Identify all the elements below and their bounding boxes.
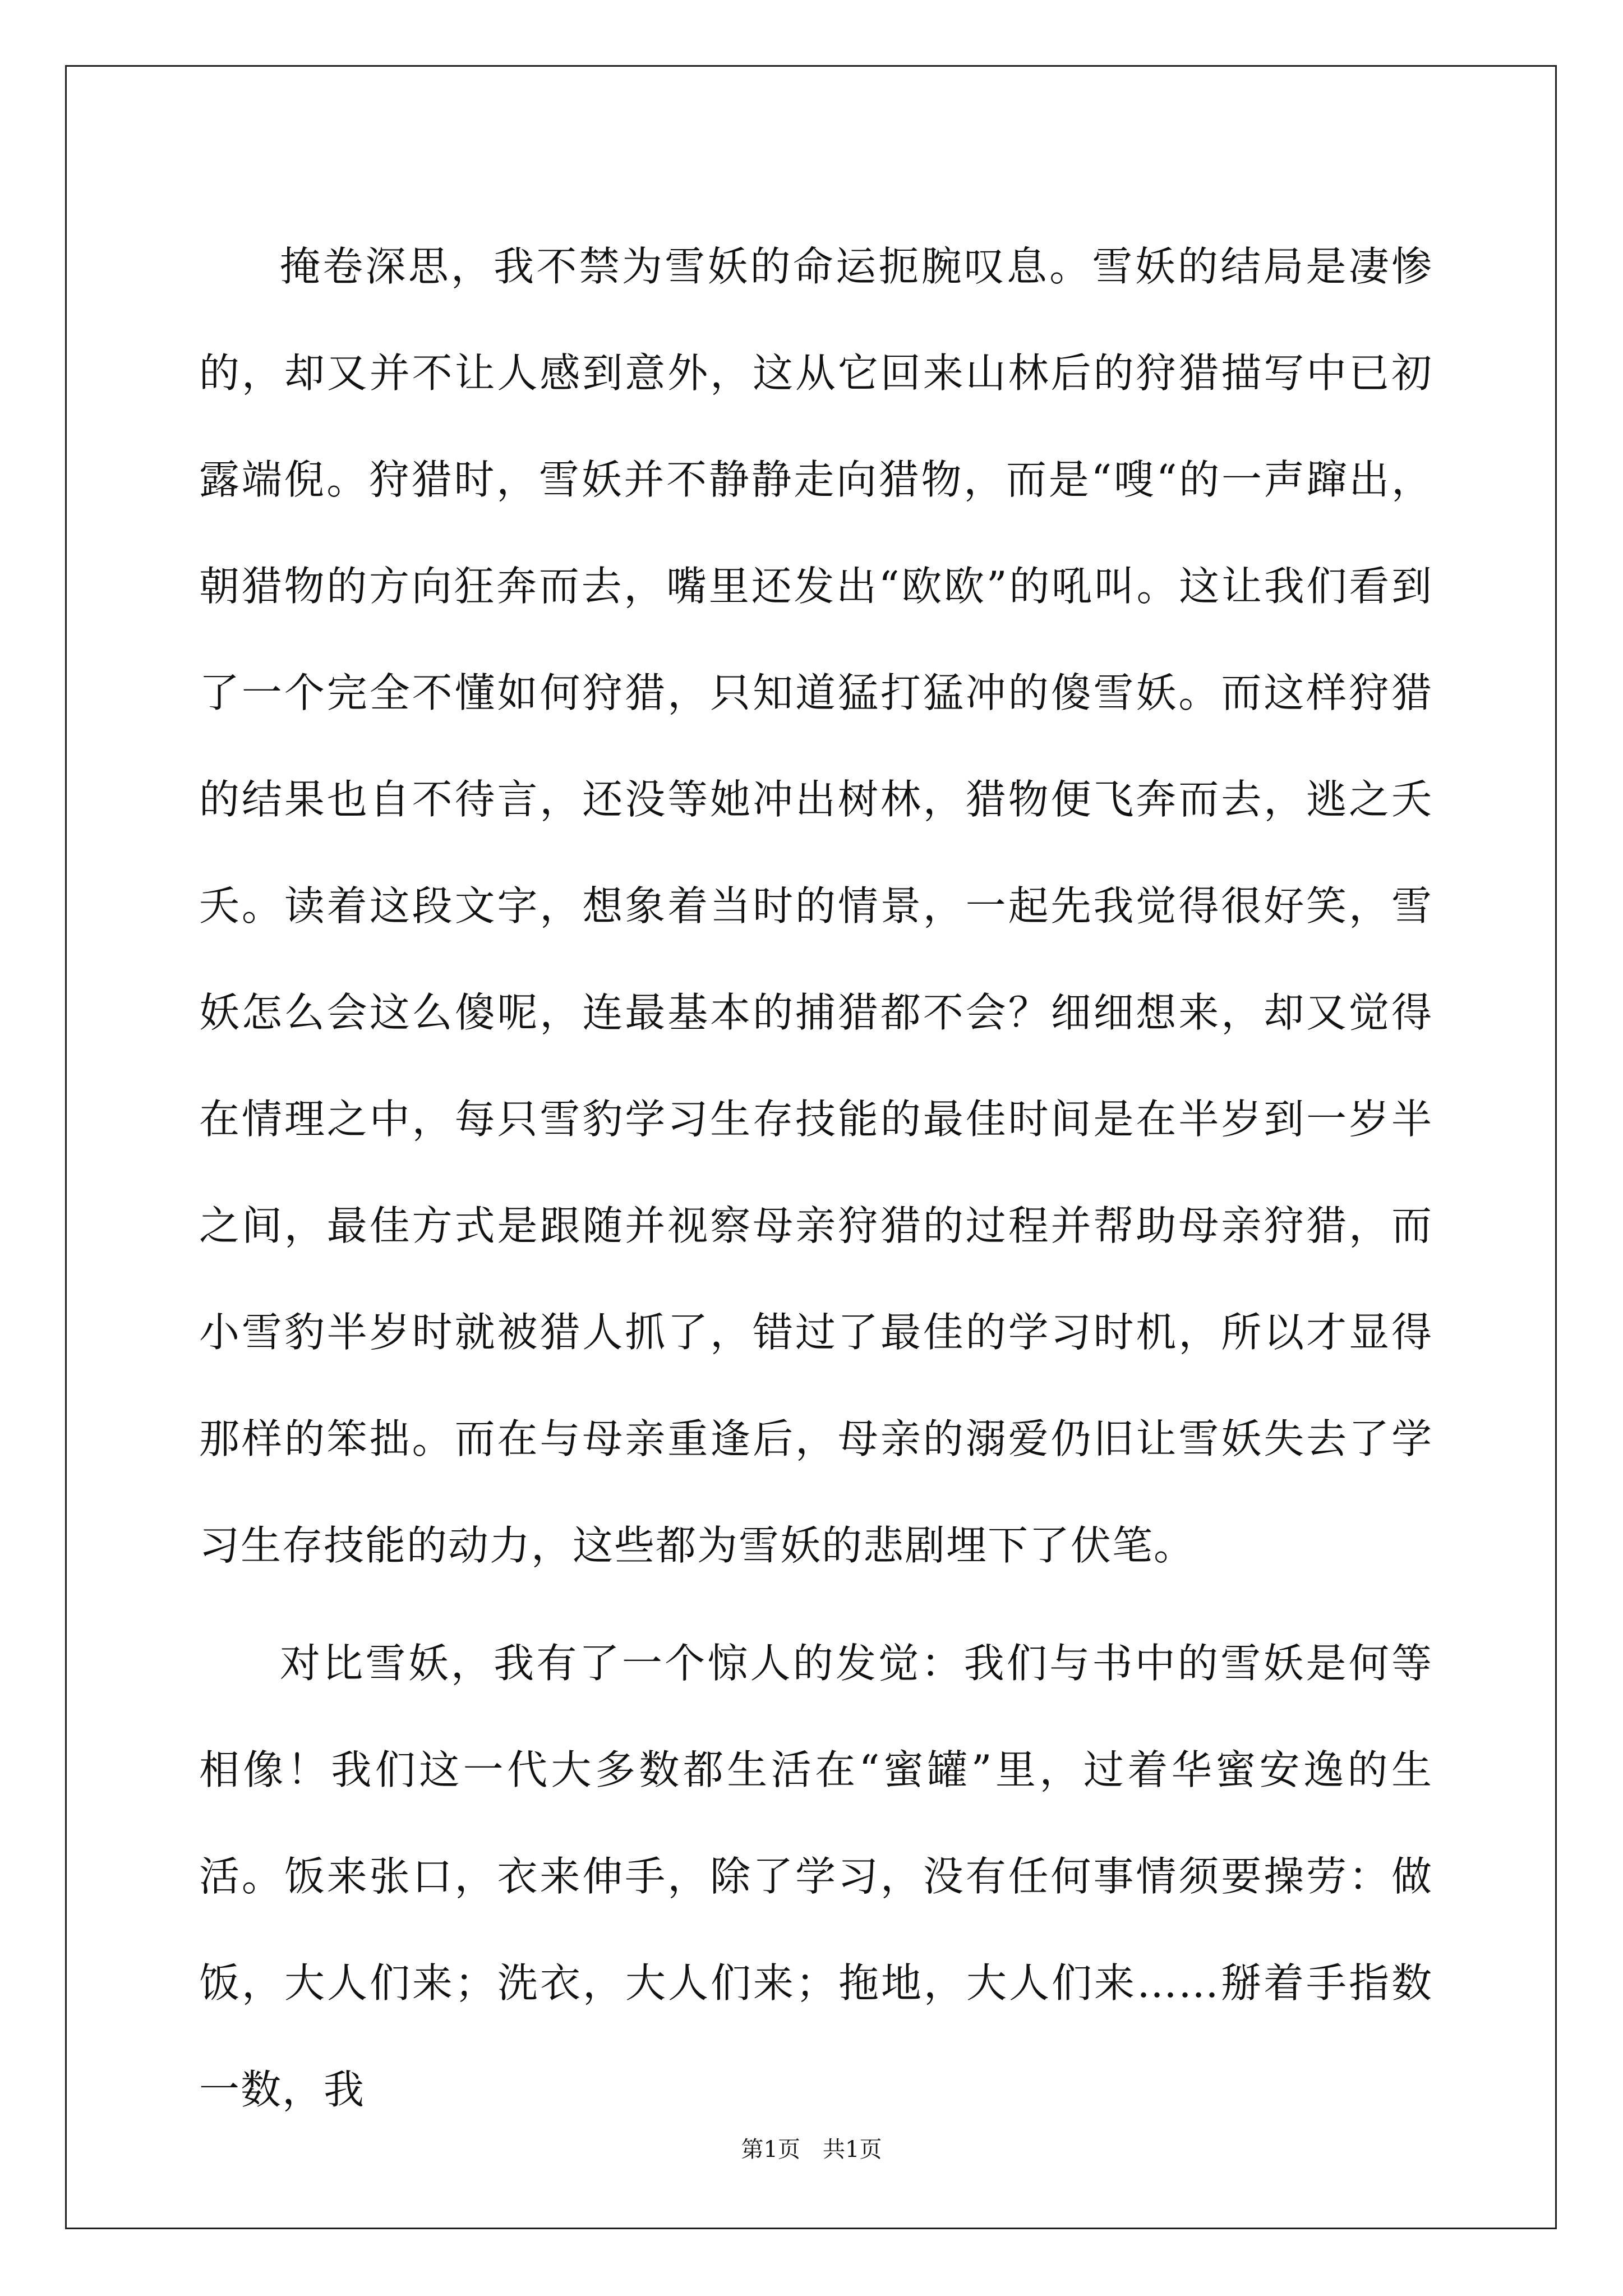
paragraph-1: 掩卷深思，我不禁为雪妖的命运扼腕叹息。雪妖的结局是凄惨的，却又并不让人感到意外，这从它回来山林后的狩猎描写中已初露端倪。狩猎时，雪妖并不静静走向猎物，而是“嗖“的一声蹿出，朝猎物的方向狂奔而去，嘴里还发出“欧欧”的吼叫。这让我们看到了一个完全不懂如何狩猎，只知道猛打猛冲的傻雪妖。而这样狩猎的结果也自不待言，还没等她冲出树林，猎物便飞奔而去，逃之夭夭。读着这段文字，想象着当时的情景，一起先我觉得很好笑，雪妖怎么会这么傻呢，连最基本的捕猎都不会？细细想来，却又觉得在情理之中，每只雪豹学习生存技能的最佳时间是在半岁到一岁半之间，最佳方式是跟随并视察母亲狩猎的过程并帮助母亲狩猎，而小雪豹半岁时就被猎人抓了，错过了最佳的学习时机，所以才显得那样的笨拙。而在与母亲重逢后，母亲的溺爱仍旧让雪妖失去了学习生存技能的动力，这些都为雪妖的悲剧埋下了伏笔。 xyxy=(199,243,1433,1569)
page-footer: 第1页 共1页 xyxy=(741,2137,882,2162)
document-body xyxy=(199,213,1433,2143)
paragraph-2: 对比雪妖，我有了一个惊人的发觉：我们与书中的雪妖是何等相像！我们这一代大多数都生活在“蜜罐”里，过着华蜜安逸的生活。饭来张口，衣来伸手，除了学习，没有任何事情须要操劳：做饭，大人们来；洗衣，大人们来；拖地，大人们来……掰着手指数一数，我 xyxy=(199,1640,1433,2113)
